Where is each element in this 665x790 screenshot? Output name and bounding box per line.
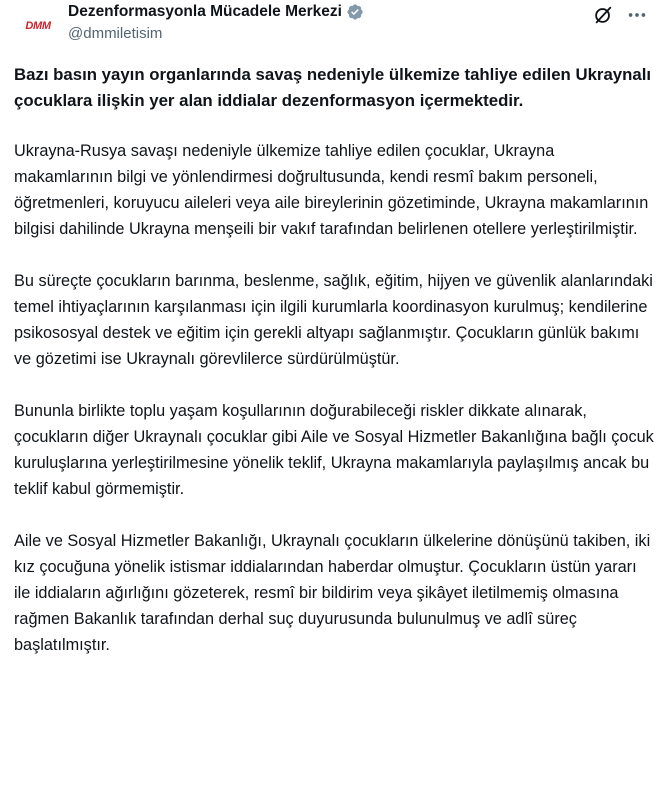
avatar-logo-text: DMM [25, 20, 51, 32]
author-handle[interactable]: @dmmiletisim [68, 25, 163, 42]
post-paragraph: Bununla birlikte toplu yaşam koşullarının doğurabileceği riskler dikkate alınarak, çocukların diğer Ukraynalı çocuklar gibi Aile ve Sosyal Hizmetler Bakanlığına bağlı çocuk kuruluşlarına yerleştirilmesine yönelik teklif, Ukrayna makamlarıyla paylaşılmış ancak bu teklif kabul görmemiştir. [14, 402, 654, 498]
post-paragraph: Aile ve Sosyal Hizmetler Bakanlığı, Ukraynalı çocukların ülkelerine dönüşünü takiben, iki kız çocuğuna yönelik istismar iddialarından haberdar olmuştur. Çocukların üstün yararı ile iddiaların ağırlığını gözeterek, resmî bir bildirim veya şikâyet iletilmemiş olmasına rağmen Bakanlık tarafından derhal suç duyurusunda bulunulmuş ve adlî süreç başlatılmıştır. [14, 532, 651, 654]
post-headline: Bazı basın yayın organlarında savaş nedeniyle ülkemize tahliye edilen Ukraynalı çocuklara ilişkin yer alan iddialar dezenformasyon içermektedir. [14, 65, 652, 110]
avatar[interactable] [14, 6, 62, 46]
post-header [0, 0, 665, 52]
grok-icon[interactable] [592, 4, 614, 26]
verified-badge-icon[interactable] [346, 3, 364, 21]
author-display-name[interactable]: Dezenformasyonla Mücadele Merkezi [68, 3, 342, 20]
post-paragraph: Bu süreçte çocukların barınma, beslenme, sağlık, eğitim, hijyen ve güvenlik alanlarındaki temel ihtiyaçlarının karşılanması için ilgili kurumlarla koordinasyon kurulmuş; kendilerine psikososyal destek ve eğitim için gerekli altyapı sağlanmıştır. Çocukların günlük bakımı ve gözetimi ise Ukraynalı görevlilerce sürdürülmüştür. [14, 272, 653, 368]
post-content [14, 62, 654, 658]
author-name-row [68, 3, 364, 21]
more-icon[interactable] [626, 4, 648, 26]
post-paragraph: Ukrayna-Rusya savaşı nedeniyle ülkemize tahliye edilen çocuklar, Ukrayna makamlarının bilgi ve yönlendirmesi doğrultusunda, kendi resmî bakım personeli, öğretmenleri, koruyucu aileleri veya aile bireylerinin gözetiminde, Ukrayna makamlarının bilgisi dahilinde Ukrayna menşeili bir vakıf tarafından belirlenen otellere yerleştirilmiştir. [14, 142, 649, 238]
